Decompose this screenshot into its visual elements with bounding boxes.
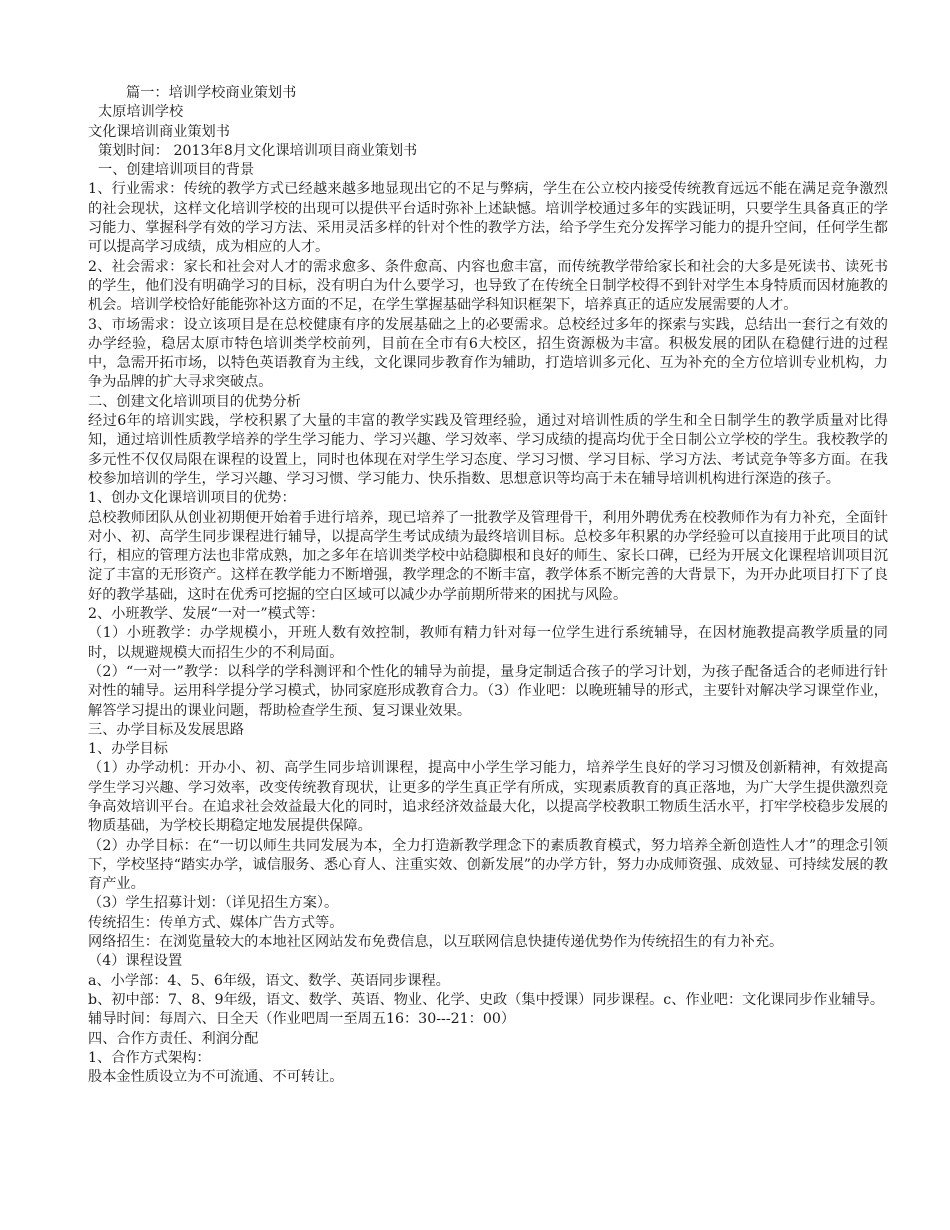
paragraph-tutoring-time: 辅导时间：每周六、日全天（作业吧周一至周五16：30---21：00） [88,1011,516,1028]
paragraph-small-class: （1）小班教学：办学规模小，开班人数有效控制，教师有精力针对每一位学生进行系统辅导，在因材施教提高教学质量的同时，以规避规模大而招生少的不利局面。 [88,625,888,661]
section-1-title: 一、创建培训项目的背景 [98,162,255,179]
paragraph-motivation: （1）办学动机：开办小、初、高学生同步培训课程，提高中小学生学习能力，培养学生良好的学习习惯及创新精神，有效提高学生学习兴趣、学习效率，改变传统教育现状，让更多的学生真正学有所成，实现素质教育的真正落地，为广大学生提供激烈竞争高效培训平台。在追求社会效益最大化的同时，追求经济效益最大化，以提高学校教职工物质生活水平，打牢学校稳步发展的物质基础，为学校长期稳定地发展提供保障。 [88,760,888,835]
paragraph-middle: b、初中部：7、8、9年级，语文、数学、英语、物业、化学、史政（集中授课）同步课程。c、作业吧：文化课同步作业辅导。 [88,991,885,1008]
paragraph-capital: 股本金性质设立为不可流通、不可转让。 [88,1069,344,1086]
document-subtitle: 文化课培训商业策划书 [88,123,230,140]
paragraph-one-on-one: （2）“一对一”教学：以科学的学科测评和个性化的辅导为前提，量身定制适合孩子的学习计划，为孩子配备适合的老师进行针对性的辅导。运用科学提分学习模式，协同家庭形成教育合力。（3）作业吧：以晚班辅导的形式，主要针对解决学习课堂作业，解答学习提出的课业问题，帮助检查学生预、复习课业效果。 [88,663,888,719]
paragraph-online-recruit: 网络招生：在浏览量较大的本地社区网站发布免费信息，以互联网信息快捷传递优势作为传统招生的有力补充。 [88,934,784,951]
section-3-title: 三、办学目标及发展思路 [88,721,245,738]
paragraph-traditional-recruit: 传统招生：传单方式、媒体广告方式等。 [88,914,344,931]
subsection-goals-title: 1、办学目标 [88,741,168,758]
paragraph-industry-demand: 1、行业需求：传统的教学方式已经越来越多地显现出它的不足与弊病，学生在公立校内接受传统教育远远不能在满足竞争激烈的社会现状，这样文化培训学校的出现可以提供平台适时弥补上述缺憾。培训学校通过多年的实践证明，只要学生具备真正的学习能力、掌握科学有效的学习方法、采用灵活多样的针对个性的教学方法，给予学生充分发挥学习能力的提升空间，任何学生都可以提高学习成绩，成为相应的人才。 [88,181,888,256]
paragraph-primary: a、小学部：4、5、6年级，语文、数学、英语同步课程。 [88,972,450,989]
paragraph-advantage-analysis: 经过6年的培训实践，学校积累了大量的丰富的教学实践及管理经验，通过对培训性质的学生和全日制学生的教学质量对比得知，通过培训性质教学培养的学生学习能力、学习兴趣、学习效率、学习成绩的提高均优于全日制公立学校的学生。我校教学的多元性不仅仅局限在课程的设置上，同时也体现在对学生学习态度、学习习惯、学习目标、学习方法、考试竞争等多方面。在我校参加培训的学生，学习兴趣、学习习惯、学习能力、快乐指数、思想意识等均高于未在辅导培训机构进行深造的孩子。 [88,413,888,487]
subsection-small-class-title: 2、小班教学、发展“一对一”模式等： [88,606,325,623]
paragraph-goals: （2）办学目标：在“一切以师生共同发展为本，全力打造新教学理念下的素质教育模式，努力培养全新创造性人才”的理念引领下，学校坚持“踏实办学，诚信服务、悉心育人、注重实效、创新发展”的办学方针，努力办成师资强、成效显、可持续发展的教育产业。 [88,837,888,893]
paragraph-teacher-team: 总校教师团队从创业初期便开始着手进行培养，现已培养了一批教学及管理骨干，利用外聘优秀在校教师作为有力补充，全面针对小、初、高学生同步课程进行辅导，以提高学生考试成绩为最终培训目标。总校多年积累的办学经验可以直接用于此项目的试行，相应的管理方法也非常成熟，加之多年在培训类学校中站稳脚根和良好的师生、家长口碑，已经为开展文化课程培训项目沉淀了丰富的无形资产。这样在教学能力不断增强，教学理念的不断丰富，教学体系不断完善的大背景下，为开办此项目打下了良好的教学基础，这时在优秀可挖掘的空白区域可以减少办学前期所带来的困扰与风险。 [88,509,888,603]
document-heading: 篇一：培训学校商业策划书 [126,85,297,101]
paragraph-course-setup: （4）课程设置 [88,953,183,970]
paragraph-market-demand: 3、市场需求：设立该项目是在总校健康有序的发展基础之上的必要需求。总校经过多年的探索与实践，总结出一套行之有效的办学经验，稳居太原市特色培训类学校前列，目前在全市有6大校区，招生资源极为丰富。积极发展的团队在稳健行进的过程中，急需开拓市场，以特色英语教育为主线，文化课同步教育作为辅助，打造培训多元化、互为补充的全方位培训专业机构，力争为品牌的扩大寻求突破点。 [88,316,888,391]
section-2-title: 二、创建文化培训项目的优势分析 [88,393,301,410]
paragraph-social-demand: 2、社会需求：家长和社会对人才的需求愈多、条件愈高、内容也愈丰富，而传统教学带给家长和社会的大多是死读书、读死书的学生，他们没有明确学习的目标，没有明白为什么要学习，也导致了在传统全日制学校得不到针对学生本身特质而因材施教的机会。培训学校恰好能能弥补这方面的不足，在学生掌握基础学科知识框架下，培养真正的适应发展需要的人才。 [88,258,888,314]
document-page [88,84,888,1087]
school-name: 太原培训学校 [98,104,184,121]
paragraph-recruit-plan: （3）学生招募计划：（详见招生方案）。 [88,895,339,912]
subsection-advantages-title: 1、创办文化课培训项目的优势： [88,490,296,507]
subsection-structure-title: 1、合作方式架构： [88,1049,211,1066]
plan-time: 策划时间： 2013年8月文化课培训项目商业策划书 [98,142,418,159]
section-4-title: 四、合作方责任、利润分配 [88,1030,259,1047]
